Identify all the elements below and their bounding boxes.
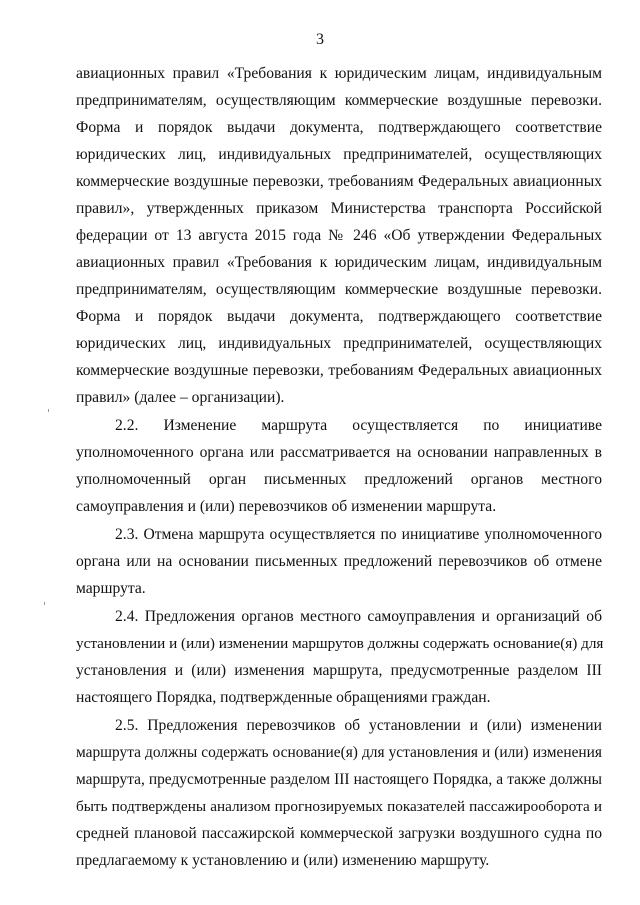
text-line: уполномоченный орган письменных предложений органов местного <box>76 471 602 488</box>
paragraph-2-5-first-line: 2.5. Предложения перевозчиков об установлении и (или) изменении <box>115 717 602 734</box>
scan-speck <box>48 409 49 412</box>
text-line: авиационных правил «Требования к юридическим лицам, индивидуальным <box>76 254 602 271</box>
text-line: маршрута должны содержать основание(я) для установления и (или) изменения <box>76 744 602 761</box>
text-line: юридических лиц, индивидуальных предпринимателей, осуществляющих <box>76 146 602 163</box>
text-line: Форма и порядок выдачи документа, подтверждающего соответствие <box>76 308 602 325</box>
text-line: маршрута. <box>76 580 146 597</box>
scan-speck <box>44 602 45 605</box>
page-number: 3 <box>316 31 324 48</box>
text-line: установления и (или) изменения маршрута, предусмотренные разделом III <box>76 662 602 679</box>
text-line: коммерческие воздушные перевозки, требованиям Федеральных авиационных <box>76 362 602 379</box>
text-line: предлагаемому к установлению и (или) изменению маршруту. <box>76 852 490 869</box>
text-line: правил» (далее – организации). <box>76 389 285 406</box>
text-line: коммерческие воздушные перевозки, требованиям Федеральных авиационных <box>76 173 602 190</box>
text-line: настоящего Порядка, подтвержденные обращениями граждан. <box>76 689 491 706</box>
text-line: быть подтверждены анализом прогнозируемых показателей пассажирооборота и <box>76 798 602 815</box>
text-line: средней плановой пассажирской коммерческой загрузки воздушного судна по <box>76 825 602 842</box>
text-line: органа или на основании письменных предложений перевозчиков об отмене <box>76 553 602 570</box>
text-line: маршрута, предусмотренные разделом III настоящего Порядка, а также должны <box>76 771 602 788</box>
text-line: предпринимателям, осуществляющим коммерческие воздушные перевозки. <box>76 281 602 298</box>
paragraph-2-2-first-line: 2.2. Изменение маршрута осуществляется по инициативе <box>115 417 602 434</box>
text-line: установлении и (или) изменении маршрутов должны содержать основание(я) для <box>76 635 604 652</box>
text-line: федерации от 13 августа 2015 года № 246 «Об утверждении Федеральных <box>76 227 602 244</box>
text-line: юридических лиц, индивидуальных предпринимателей, осуществляющих <box>76 335 602 352</box>
text-line: правил», утвержденных приказом Министерства транспорта Российской <box>76 200 602 217</box>
text-line: уполномоченного органа или рассматривается на основании направленных в <box>76 444 602 461</box>
paragraph-2-3-first-line: 2.3. Отмена маршрута осуществляется по инициативе уполномоченного <box>115 526 602 543</box>
text-line: авиационных правил «Требования к юридическим лицам, индивидуальным <box>76 65 602 82</box>
text-line: предпринимателям, осуществляющим коммерческие воздушные перевозки. <box>76 92 602 109</box>
text-line: самоуправления и (или) перевозчиков об изменении маршрута. <box>76 498 497 515</box>
text-line: Форма и порядок выдачи документа, подтверждающего соответствие <box>76 119 602 136</box>
paragraph-2-4-first-line: 2.4. Предложения органов местного самоуправления и организаций об <box>115 608 602 625</box>
